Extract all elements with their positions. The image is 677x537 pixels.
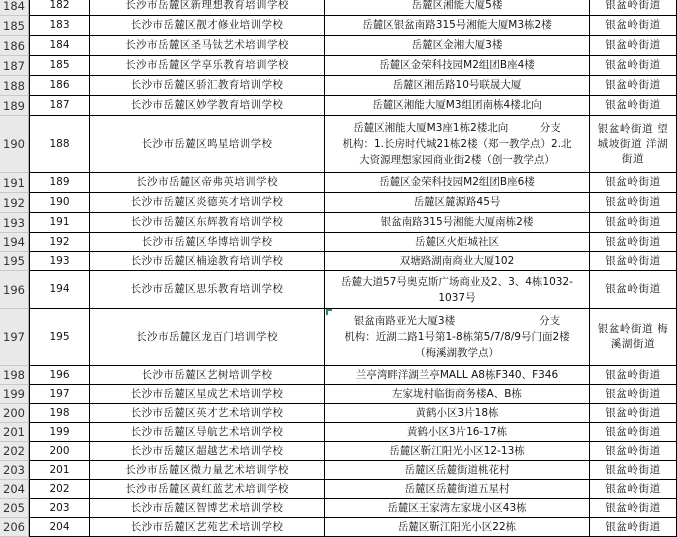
cell-seq[interactable]: 187: [29, 96, 90, 115]
street-line: 银盆岭街道 望: [597, 122, 669, 135]
table-row[interactable]: [0, 423, 677, 442]
row-header[interactable]: 206: [0, 518, 29, 537]
address-line: 岳麓区湘能大厦M3座1栋2楼北向 分支: [353, 122, 561, 134]
address-line: 岳麓区金湘大厦3楼: [411, 39, 503, 51]
cell-street[interactable]: [590, 213, 677, 232]
address-line: 岳麓区靳江阳光小区12-13栋: [389, 444, 525, 457]
cell-address[interactable]: [325, 442, 590, 460]
address-line: 大资源理想家园商业街2楼（创一教学点）: [359, 154, 555, 166]
address-line: 左家垅村临街商务楼A、B栋: [392, 387, 522, 400]
street-line: 银盆岭街道: [605, 176, 661, 188]
cell-street[interactable]: [590, 233, 677, 251]
address-line: 黄鹤小区3片18栋: [415, 406, 499, 419]
cell-address[interactable]: [325, 404, 590, 422]
cell-address[interactable]: [325, 461, 590, 479]
cell-address[interactable]: [325, 518, 590, 536]
cell-school-name[interactable]: 长沙市岳麓区帝弗英培训学校: [90, 173, 325, 192]
address-line: 岳麓区湘能大厦5楼: [411, 0, 503, 11]
cell-street[interactable]: [590, 16, 677, 35]
address-line: 双塘路湖南商业大厦102: [399, 254, 515, 267]
cell-school-name[interactable]: 长沙市岳麓区星成艺术培训学校: [90, 385, 325, 403]
cell-address[interactable]: [325, 116, 590, 172]
cell-seq[interactable]: 191: [29, 213, 90, 232]
cell-address[interactable]: [325, 56, 590, 75]
table-row[interactable]: [0, 480, 677, 499]
cell-seq[interactable]: 203: [29, 499, 90, 517]
cell-street[interactable]: [590, 518, 677, 536]
cell-seq[interactable]: 185: [29, 56, 90, 75]
cell-street[interactable]: [590, 173, 677, 192]
address-line: 岳麓区岳麓街道五星村: [404, 482, 510, 495]
address-line: 岳麓区湘岳路10号联晟大厦: [392, 79, 522, 91]
cell-street[interactable]: [590, 309, 677, 365]
cell-school-name[interactable]: 长沙市岳麓区超越艺术培训学校: [90, 442, 325, 460]
cell-street[interactable]: [590, 116, 677, 172]
street-line: 银盆岭街道 梅: [597, 323, 669, 335]
cell-street[interactable]: [590, 385, 677, 403]
street-line: 银盆岭街道: [605, 482, 661, 495]
table-row[interactable]: [0, 366, 677, 385]
cell-seq[interactable]: 197: [29, 385, 90, 403]
cell-address[interactable]: [325, 480, 590, 498]
row-header[interactable]: 185: [0, 16, 29, 36]
table-row[interactable]: [0, 173, 677, 193]
address-line: （梅溪湖教学点）: [415, 347, 499, 359]
cell-seq[interactable]: 202: [29, 480, 90, 498]
row-header[interactable]: 202: [0, 442, 29, 461]
row-header[interactable]: 184: [0, 0, 29, 16]
cell-seq[interactable]: 192: [29, 233, 90, 251]
street-line: 银盆岭街道: [605, 0, 661, 11]
address-line: 岳麓区金荣科技园M2组团B座6楼: [379, 176, 535, 188]
cell-school-name[interactable]: 长沙市岳麓区艺苑艺术培训学校: [90, 518, 325, 536]
row-header[interactable]: 190: [0, 116, 29, 173]
table-row[interactable]: [0, 233, 677, 252]
cell-school-name[interactable]: 长沙市岳麓区学享乐教育培训学校: [90, 56, 325, 75]
cell-street[interactable]: [590, 76, 677, 95]
address-line: 岳麓区湘能大厦M3组团南栋4楼北向: [372, 99, 542, 111]
row-header[interactable]: 205: [0, 499, 29, 518]
address-line: 岳麓大道57号奥克斯广场商业及2、3、4栋1032-: [341, 275, 573, 288]
cell-school-name[interactable]: 长沙市岳麓区鸣星培训学校: [90, 116, 325, 172]
row-header[interactable]: 196: [0, 271, 29, 309]
cell-street[interactable]: [590, 404, 677, 422]
cell-address[interactable]: [325, 173, 590, 192]
cell-school-name[interactable]: 长沙市岳麓区思乐教育培训学校: [90, 271, 325, 308]
cell-seq[interactable]: 196: [29, 366, 90, 384]
cell-school-name[interactable]: 长沙市岳麓区妙学教育培训学校: [90, 96, 325, 115]
address-line: 岳麓区火炬城社区: [415, 235, 499, 248]
table-row[interactable]: [0, 76, 677, 96]
cell-school-name[interactable]: 长沙市岳麓区圣马钛艺术培训学校: [90, 36, 325, 55]
street-line: 银盆岭街道: [605, 444, 661, 457]
cell-street[interactable]: [590, 423, 677, 441]
row-header[interactable]: 186: [0, 36, 29, 56]
cell-street[interactable]: [590, 56, 677, 75]
table-row[interactable]: [0, 0, 677, 16]
cell-school-name[interactable]: 长沙市岳麓区东辉教育培训学校: [90, 213, 325, 232]
cell-address[interactable]: [325, 213, 590, 232]
table-row[interactable]: [0, 36, 677, 56]
cell-address[interactable]: [325, 76, 590, 95]
cell-school-name[interactable]: 长沙市岳麓区楠途教育培训学校: [90, 252, 325, 270]
row-header[interactable]: 197: [0, 309, 29, 366]
cell-address[interactable]: [325, 233, 590, 251]
row-header[interactable]: 191: [0, 173, 29, 193]
address-line: 黄鹤小区3片16-17栋: [406, 425, 508, 438]
address-line: 兰亭湾畔洋湖兰亭MALL A8栋F340、F346: [355, 368, 559, 381]
street-line: 银盆岭街道: [605, 59, 661, 71]
cell-address[interactable]: [325, 252, 590, 270]
row-header[interactable]: 200: [0, 404, 29, 423]
address-line: 机构：近湖二路1号第1-8栋第5/7/8/9号门面2楼: [344, 331, 570, 343]
cell-address[interactable]: [325, 385, 590, 403]
cell-school-name[interactable]: 长沙市岳麓区英才艺术培训学校: [90, 404, 325, 422]
cell-school-name[interactable]: 长沙市岳麓区华博培训学校: [90, 233, 325, 251]
row-header[interactable]: 203: [0, 461, 29, 480]
cell-seq[interactable]: 200: [29, 442, 90, 460]
cell-seq[interactable]: 194: [29, 271, 90, 308]
row-header[interactable]: 198: [0, 366, 29, 385]
cell-seq[interactable]: 201: [29, 461, 90, 479]
cell-seq[interactable]: 204: [29, 518, 90, 536]
cell-address[interactable]: [325, 96, 590, 115]
cell-school-name[interactable]: 长沙市岳麓区靓才修业培训学校: [90, 16, 325, 35]
cell-address[interactable]: [325, 36, 590, 55]
cell-school-name[interactable]: 长沙市岳麓区龙百门培训学校: [90, 309, 325, 365]
cell-address[interactable]: [325, 423, 590, 441]
cell-street[interactable]: [590, 442, 677, 460]
street-line: 银盆岭街道: [605, 19, 661, 31]
street-line: 银盆岭街道: [605, 39, 661, 51]
cell-seq[interactable]: 184: [29, 36, 90, 55]
row-header[interactable]: 199: [0, 385, 29, 404]
table-row[interactable]: [0, 309, 677, 366]
table-row[interactable]: [0, 499, 677, 518]
street-line: 银盆岭街道: [605, 463, 661, 476]
cell-school-name[interactable]: 长沙市岳麓区导航艺术培训学校: [90, 423, 325, 441]
row-header[interactable]: 189: [0, 96, 29, 116]
address-line: 1037号: [438, 291, 476, 304]
address-line: 岳麓区金荣科技园M2组团B座4楼: [379, 59, 535, 71]
table-row[interactable]: [0, 16, 677, 36]
street-line: 城坡街道 洋湖: [597, 137, 669, 150]
cell-address[interactable]: [325, 193, 590, 212]
street-line: 银盆岭街道: [605, 79, 661, 91]
street-line: 银盆岭街道: [605, 196, 661, 208]
street-line: 银盆岭街道: [605, 283, 661, 295]
address-line: 银盆南路315号湘能大厦南栋2楼: [380, 216, 534, 228]
cell-seq[interactable]: 188: [29, 116, 90, 172]
cell-address[interactable]: [325, 309, 590, 365]
street-line: 银盆岭街道: [605, 387, 661, 400]
cell-seq[interactable]: 190: [29, 193, 90, 212]
cell-note-marker: [326, 309, 332, 315]
address-line: 岳麓区岳麓街道桃花村: [404, 463, 510, 476]
cell-seq[interactable]: 193: [29, 252, 90, 270]
address-line: 机构：1.长房时代城21栋2楼（郑一教学点）2.北: [342, 138, 572, 150]
cell-school-name[interactable]: 长沙市岳麓区骄汇教育培训学校: [90, 76, 325, 95]
cell-school-name[interactable]: 长沙市岳麓区新理想教育培训学校: [90, 0, 325, 15]
row-header[interactable]: 195: [0, 252, 29, 271]
street-line: 银盆岭街道: [605, 99, 661, 111]
cell-street[interactable]: [590, 480, 677, 498]
table-row[interactable]: [0, 442, 677, 461]
address-line: 银盆南路亚光大厦3楼 分支: [353, 315, 561, 327]
cell-school-name[interactable]: 长沙市岳麓区艺树培训学校: [90, 366, 325, 384]
table-row[interactable]: [0, 56, 677, 76]
street-line: 银盆岭街道: [605, 425, 661, 438]
cell-seq[interactable]: 198: [29, 404, 90, 422]
cell-school-name[interactable]: 长沙市岳麓区微力量艺术培训学校: [90, 461, 325, 479]
cell-seq[interactable]: 186: [29, 76, 90, 95]
table-row[interactable]: [0, 518, 677, 537]
table-row[interactable]: [0, 213, 677, 233]
cell-school-name[interactable]: 长沙市岳麓区黄红蓝艺术培训学校: [90, 480, 325, 498]
cell-street[interactable]: [590, 0, 677, 15]
street-line: 银盆岭街道: [605, 235, 661, 248]
cell-address[interactable]: [325, 271, 590, 308]
street-line: 银盆岭街道: [605, 406, 661, 419]
cell-street[interactable]: [590, 499, 677, 517]
row-header[interactable]: 187: [0, 56, 29, 76]
row-header[interactable]: 201: [0, 423, 29, 442]
cell-address[interactable]: [325, 0, 590, 15]
cell-street[interactable]: [590, 461, 677, 479]
table-row[interactable]: [0, 193, 677, 213]
address-line: 岳麓区银盆南路315号湘能大厦M3栋2楼: [362, 19, 552, 31]
address-line: 岳麓区麓源路45号: [413, 196, 501, 208]
cell-seq[interactable]: 199: [29, 423, 90, 441]
cell-street[interactable]: [590, 193, 677, 212]
street-line: 银盆岭街道: [605, 520, 661, 533]
cell-address[interactable]: [325, 16, 590, 35]
street-line: 街道: [621, 152, 645, 165]
cell-address[interactable]: [325, 366, 590, 384]
cell-street[interactable]: [590, 252, 677, 270]
street-line: 溪湖街道: [610, 338, 656, 350]
table-row[interactable]: [0, 96, 677, 116]
row-header[interactable]: 188: [0, 76, 29, 96]
cell-seq[interactable]: 189: [29, 173, 90, 192]
table-row[interactable]: [0, 252, 677, 271]
street-line: 银盆岭街道: [605, 254, 661, 267]
street-line: 银盆岭街道: [605, 216, 661, 228]
cell-street[interactable]: [590, 366, 677, 384]
row-header[interactable]: 192: [0, 193, 29, 213]
cell-street[interactable]: [590, 271, 677, 308]
address-line: 岳麓区靳江阳光小区22栋: [397, 520, 517, 533]
cell-school-name[interactable]: 长沙市岳麓区智博艺术培训学校: [90, 499, 325, 517]
table-row[interactable]: [0, 116, 677, 173]
cell-street[interactable]: [590, 36, 677, 55]
cell-street[interactable]: [590, 96, 677, 115]
address-line: 岳麓区王家湾左家垅小区43栋: [387, 501, 527, 514]
row-header[interactable]: 193: [0, 213, 29, 233]
table-row[interactable]: [0, 404, 677, 423]
table-row[interactable]: [0, 385, 677, 404]
cell-address[interactable]: [325, 499, 590, 517]
cell-seq[interactable]: 182: [29, 0, 90, 15]
row-header[interactable]: 204: [0, 480, 29, 499]
cell-seq[interactable]: 183: [29, 16, 90, 35]
row-header[interactable]: 194: [0, 233, 29, 252]
cell-seq[interactable]: 195: [29, 309, 90, 365]
street-line: 银盆岭街道: [605, 368, 661, 381]
street-line: 银盆岭街道: [605, 501, 661, 514]
table-row[interactable]: [0, 271, 677, 309]
table-row[interactable]: [0, 461, 677, 480]
cell-school-name[interactable]: 长沙市岳麓区炎德英才培训学校: [90, 193, 325, 212]
